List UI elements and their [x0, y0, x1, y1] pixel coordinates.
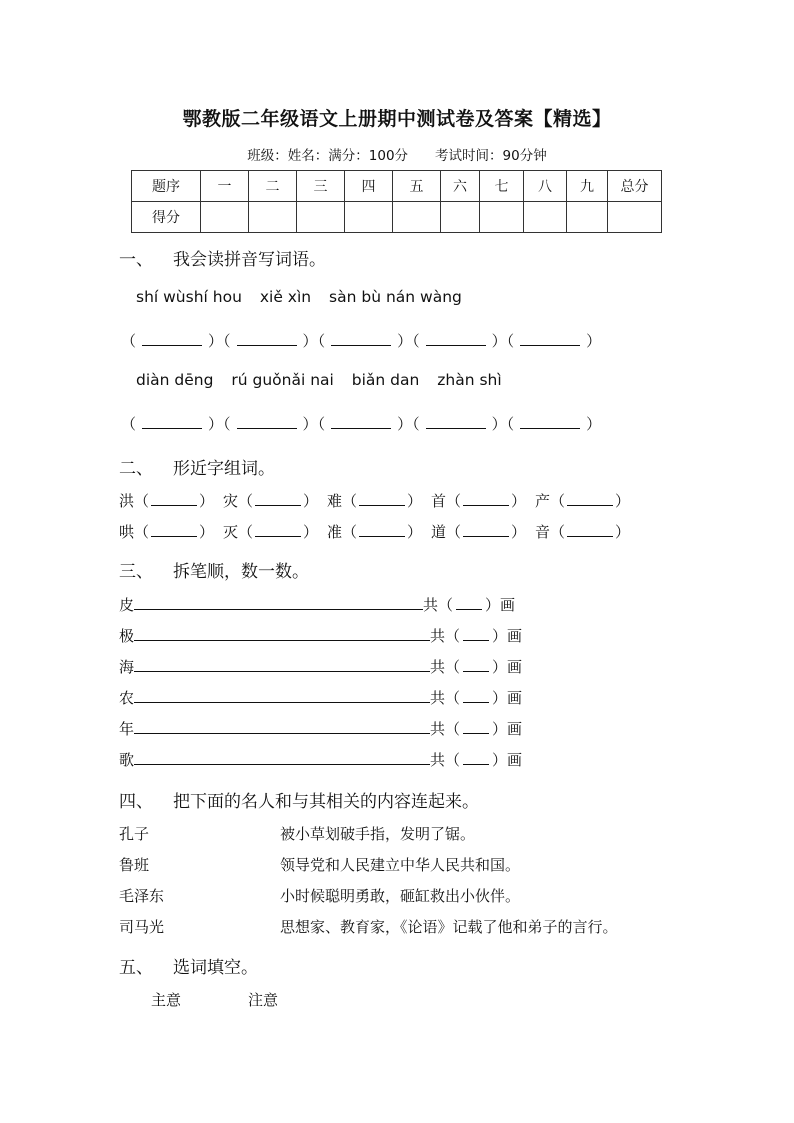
close-paren: ） — [491, 332, 507, 350]
score-header-cell: 五 — [393, 171, 441, 202]
close-paren: ） — [586, 332, 602, 350]
stroke-order-line[interactable] — [134, 596, 423, 610]
section-5-heading — [119, 953, 258, 978]
score-header-cell: 一 — [201, 171, 249, 202]
answer-blank[interactable] — [142, 331, 202, 346]
score-header-cell: 八 — [524, 171, 567, 202]
close-paren: ） — [397, 332, 413, 350]
open-paren: （ — [121, 332, 137, 350]
stroke-order-line[interactable] — [134, 689, 430, 703]
stroke-order-line[interactable] — [134, 627, 430, 641]
open-paren: （ — [446, 523, 462, 541]
section-title: 我会读拼音写词语。 — [173, 250, 326, 270]
char-item — [431, 490, 535, 511]
char: 准 — [327, 523, 343, 541]
section-number: 二、 — [119, 459, 153, 479]
section-number: 四、 — [119, 792, 153, 812]
person-fact[interactable]: 小时候聪明勇敢，砸缸救出小伙伴。 — [280, 887, 521, 905]
char: 洪 — [119, 492, 135, 510]
answer-blank[interactable] — [151, 524, 197, 537]
score-header-cell: 题序 — [132, 171, 201, 202]
close-paren: ） — [491, 415, 507, 433]
count-prefix: 共（ — [423, 596, 454, 614]
open-paren: （ — [223, 332, 231, 350]
answer-blank[interactable] — [151, 493, 197, 506]
close-paren: ） — [302, 415, 318, 433]
char-item — [223, 490, 327, 511]
answer-blank[interactable] — [359, 493, 405, 506]
stroke-count-blank[interactable] — [463, 659, 489, 672]
answer-blank[interactable] — [237, 414, 297, 429]
section-number: 一、 — [119, 250, 153, 270]
score-cell — [524, 202, 567, 233]
section-title: 形近字组词。 — [173, 459, 275, 479]
open-paren: （ — [506, 415, 515, 433]
stroke-count-blank[interactable] — [463, 628, 489, 641]
score-header-cell: 九 — [567, 171, 608, 202]
char: 农 — [119, 689, 135, 707]
close-paren: ） — [302, 332, 318, 350]
open-paren: （ — [238, 492, 254, 510]
stroke-count-blank[interactable] — [463, 752, 489, 765]
answer-blank[interactable] — [520, 414, 580, 429]
score-cell — [608, 202, 662, 233]
answer-blank[interactable] — [426, 414, 486, 429]
answer-blank[interactable] — [567, 493, 613, 506]
answer-blanks-row-2 — [121, 413, 601, 434]
stroke-count-blank[interactable] — [456, 597, 482, 610]
answer-blank[interactable] — [331, 414, 391, 429]
score-table-header-row — [132, 171, 662, 202]
char: 产 — [535, 492, 551, 510]
answer-blank[interactable] — [142, 414, 202, 429]
open-paren: （ — [506, 332, 515, 350]
close-paren: ） — [208, 415, 224, 433]
char-item — [223, 521, 327, 542]
person-name[interactable]: 司马光 — [119, 918, 165, 936]
close-paren: ） — [397, 415, 413, 433]
score-cell — [297, 202, 345, 233]
score-row-label: 得分 — [132, 202, 201, 233]
pinyin-word: zhàn shì — [437, 371, 502, 389]
stroke-row — [119, 749, 522, 770]
char: 哄 — [119, 523, 135, 541]
count-suffix: ）画 — [492, 720, 523, 738]
answer-blank[interactable] — [359, 524, 405, 537]
score-header-cell: 总分 — [608, 171, 662, 202]
answer-blank[interactable] — [426, 331, 486, 346]
close-paren: ） — [615, 523, 631, 541]
score-header-cell: 三 — [297, 171, 345, 202]
section-3-heading — [119, 557, 309, 582]
answer-blank[interactable] — [567, 524, 613, 537]
stroke-order-line[interactable] — [134, 720, 430, 734]
char: 歌 — [119, 751, 135, 769]
score-cell — [480, 202, 524, 233]
close-paren: ） — [511, 492, 527, 510]
open-paren: （ — [412, 332, 420, 350]
section-1-heading — [119, 245, 326, 270]
similar-chars-row-1 — [119, 490, 639, 511]
open-paren: （ — [121, 415, 137, 433]
score-header-cell: 二 — [249, 171, 297, 202]
char: 道 — [431, 523, 447, 541]
open-paren: （ — [317, 415, 326, 433]
section-2-heading — [119, 454, 275, 479]
answer-blanks-row-1 — [121, 330, 601, 351]
answer-blank[interactable] — [520, 331, 580, 346]
close-paren: ） — [199, 492, 215, 510]
char: 灭 — [223, 523, 239, 541]
char-item — [327, 490, 431, 511]
open-paren: （ — [550, 492, 566, 510]
pinyin-word: xiě xìn — [259, 288, 312, 306]
count-suffix: ）画 — [492, 689, 523, 707]
answer-blank[interactable] — [463, 493, 509, 506]
count-suffix: ）画 — [492, 751, 523, 769]
char-item — [535, 490, 639, 511]
section-title: 把下面的名人和与其相关的内容连起来。 — [173, 792, 479, 812]
stroke-row — [119, 625, 522, 646]
close-paren: ） — [407, 492, 423, 510]
section-4-heading — [119, 787, 479, 812]
word-choice: 注意 — [248, 991, 279, 1009]
pinyin-row-2 — [136, 371, 515, 389]
person-name[interactable]: 毛泽东 — [119, 887, 165, 905]
close-paren: ） — [407, 523, 423, 541]
pinyin-word: biǎn dan — [351, 371, 420, 389]
score-cell — [249, 202, 297, 233]
open-paren: （ — [134, 492, 150, 510]
stroke-order-line[interactable] — [134, 751, 430, 765]
person-fact[interactable]: 被小草划破手指，发明了锯。 — [280, 825, 476, 843]
close-paren: ） — [303, 492, 319, 510]
char: 皮 — [119, 596, 135, 614]
open-paren: （ — [342, 492, 358, 510]
pinyin-word: rú guǒnǎi nai — [231, 371, 334, 389]
char: 音 — [535, 523, 551, 541]
answer-blank[interactable] — [237, 331, 297, 346]
char-item — [119, 521, 223, 542]
score-header-cell: 四 — [345, 171, 393, 202]
stroke-row — [119, 718, 522, 739]
count-suffix: ）画 — [492, 627, 523, 645]
close-paren: ） — [586, 415, 602, 433]
page-title: 鄂教版二年级语文上册期中测试卷及答案【精选】 — [182, 108, 612, 130]
word-choice: 主意 — [151, 991, 182, 1009]
stroke-count-blank[interactable] — [463, 690, 489, 703]
exam-info: 班级：姓名：满分：100分 考试时间：90分钟 — [247, 148, 547, 164]
open-paren: （ — [412, 415, 420, 433]
score-cell — [441, 202, 480, 233]
score-cell — [393, 202, 441, 233]
section-title: 选词填空。 — [173, 958, 258, 978]
close-paren: ） — [303, 523, 319, 541]
char-item — [535, 521, 639, 542]
answer-blank[interactable] — [331, 331, 391, 346]
section-title: 拆笔顺，数一数。 — [173, 562, 309, 582]
close-paren: ） — [615, 492, 631, 510]
answer-blank[interactable] — [463, 524, 509, 537]
pinyin-row-1 — [136, 288, 475, 306]
person-fact[interactable]: 思想家、教育家，《论语》记载了他和弟子的言行。 — [280, 918, 618, 936]
char-item — [327, 521, 431, 542]
open-paren: （ — [223, 415, 231, 433]
count-prefix: 共（ — [430, 751, 461, 769]
similar-chars-row-2 — [119, 521, 639, 542]
person-fact[interactable]: 领导党和人民建立中华人民共和国。 — [280, 856, 521, 874]
char-item — [431, 521, 535, 542]
stroke-row — [119, 656, 522, 677]
score-cell — [345, 202, 393, 233]
char: 极 — [119, 627, 135, 645]
person-name[interactable]: 鲁班 — [119, 856, 150, 874]
answer-blank[interactable] — [255, 493, 301, 506]
close-paren: ） — [511, 523, 527, 541]
open-paren: （ — [342, 523, 358, 541]
char: 年 — [119, 720, 135, 738]
stroke-row — [119, 594, 515, 615]
pinyin-word: diàn dēng — [136, 371, 214, 389]
stroke-row — [119, 687, 522, 708]
close-paren: ） — [208, 332, 224, 350]
count-prefix: 共（ — [430, 689, 461, 707]
score-table — [131, 170, 662, 233]
section-number: 三、 — [119, 562, 153, 582]
count-suffix: ）画 — [485, 596, 516, 614]
count-prefix: 共（ — [430, 658, 461, 676]
count-prefix: 共（ — [430, 627, 461, 645]
open-paren: （ — [238, 523, 254, 541]
close-paren: ） — [199, 523, 215, 541]
char: 海 — [119, 658, 135, 676]
pinyin-word: sàn bù nán wàng — [329, 288, 462, 306]
score-table-score-row — [132, 202, 662, 233]
score-header-cell: 七 — [480, 171, 524, 202]
stroke-order-line[interactable] — [134, 658, 430, 672]
score-cell — [567, 202, 608, 233]
char: 首 — [431, 492, 447, 510]
score-cell — [201, 202, 249, 233]
char-item — [119, 490, 223, 511]
score-header-cell: 六 — [441, 171, 480, 202]
char: 难 — [327, 492, 343, 510]
pinyin-word: shí wùshí hou — [136, 288, 242, 306]
answer-blank[interactable] — [255, 524, 301, 537]
count-suffix: ）画 — [492, 658, 523, 676]
open-paren: （ — [550, 523, 566, 541]
open-paren: （ — [317, 332, 326, 350]
open-paren: （ — [134, 523, 150, 541]
stroke-count-blank[interactable] — [463, 721, 489, 734]
count-prefix: 共（ — [430, 720, 461, 738]
char: 灾 — [223, 492, 239, 510]
section-number: 五、 — [119, 958, 153, 978]
person-name[interactable]: 孔子 — [119, 825, 150, 843]
open-paren: （ — [446, 492, 462, 510]
